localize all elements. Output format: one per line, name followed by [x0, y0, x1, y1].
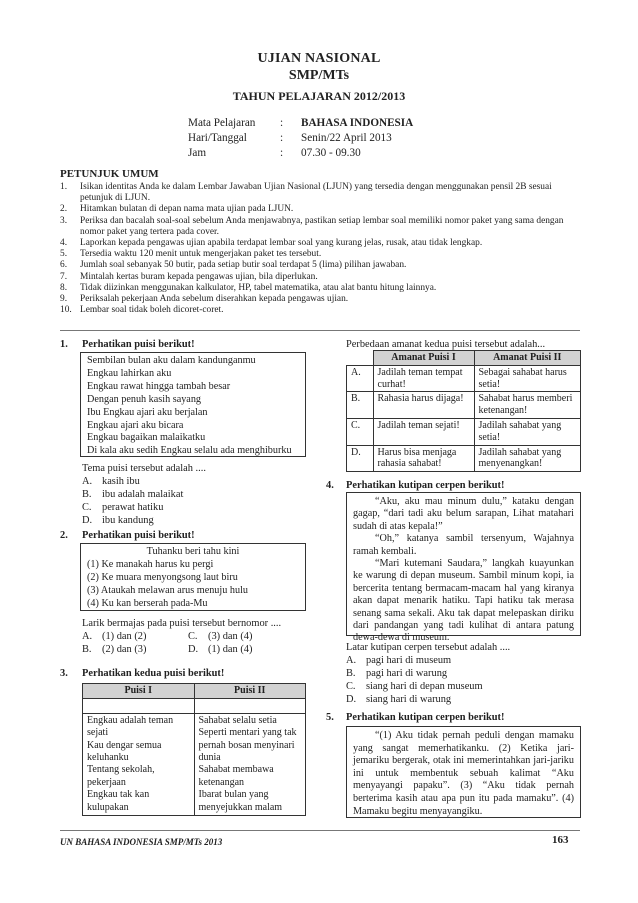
info-label: Mata Pelajaran	[188, 117, 256, 129]
instruction-item: 7. Mintalah kertas buram kepada pengawas ujian, bila diperlukan.	[60, 271, 318, 282]
amanat2-header: Amanat Puisi II	[474, 351, 581, 366]
poem-line: Sembilan bulan aku dalam kandunganmu	[87, 355, 256, 366]
q1-option-b[interactable]: B. ibu adalah malaikat	[82, 489, 184, 500]
instruction-item: 6. Jumlah soal sebanyak 50 butir, pada setiap butir soal terdapat 5 (lima) pilihan jawaban.	[60, 260, 407, 271]
instruction-item: 2. Hitamkan bulatan di depan nama mata ujian pada LJUN.	[60, 204, 294, 215]
exam-year: TAHUN PELAJARAN 2012/2013	[232, 89, 406, 103]
page-number: 163	[552, 834, 569, 846]
q4-option-d[interactable]: D. siang hari di warung	[346, 694, 452, 705]
footer-divider	[60, 830, 580, 831]
q5-prompt: Perhatikan kutipan cerpen berikut!	[346, 712, 505, 723]
section-divider	[60, 330, 580, 331]
q3-option-d[interactable]: D. Harus bisa menjaga rahasia sahabat! Jadilah sahabat yang menyenangkan!	[347, 445, 581, 472]
poem-line: Engkau bagaikan malaikatku	[87, 432, 206, 444]
story-paragraph: “Oh,” katanya sambil tersenyum, Wajahnya ramah kembali.	[353, 533, 574, 557]
q4-option-a[interactable]: A. pagi hari di museum	[346, 655, 452, 666]
spacer-cell	[194, 698, 306, 713]
q1-prompt: Perhatikan puisi berikut!	[82, 339, 195, 350]
poem-line: Engkau rawat hingga tambah besar	[87, 380, 231, 392]
info-value: BAHASA INDONESIA	[301, 117, 414, 129]
info-row-subject	[188, 117, 488, 131]
q2-option-b[interactable]: B. (2) dan (3)	[82, 644, 147, 655]
poem-line: (4) Ku kan berserah pada-Mu	[87, 597, 208, 609]
info-sep: :	[280, 132, 284, 144]
info-row-time	[188, 147, 488, 161]
poem2-body: Sahabat selalu setia Seperti mentari yang tak pernah bosan menyinari dunia Sahabat membawa ketenangan Ibarat bulan yang menyejukkan malam	[194, 713, 306, 815]
footer-label: UN BAHASA INDONESIA SMP/MTs 2013	[60, 837, 223, 847]
instructions-list	[60, 182, 580, 316]
q5-number: 5.	[326, 712, 334, 723]
q1-option-a[interactable]: A. kasih ibu	[82, 476, 140, 487]
q3-option-c[interactable]: C. Jadilah teman sejati! Jadilah sahabat yang setia!	[347, 418, 581, 445]
poem-line: Ibu Engkau ajari aku berjalan	[87, 406, 208, 418]
instruction-item: 9. Periksalah pekerjaan Anda sebelum diserahkan kepada pengawas ujian.	[60, 294, 349, 305]
q4-option-b[interactable]: B. pagi hari di warung	[346, 668, 448, 679]
info-row-date	[188, 132, 488, 146]
q4-option-c[interactable]: C. siang hari di depan museum	[346, 681, 483, 692]
q3-option-b[interactable]: B. Rahasia harus dijaga! Sahabat harus memberi ketenangan!	[347, 392, 581, 419]
info-value: 07.30 - 09.30	[301, 147, 361, 159]
exam-title: UJIAN NASIONAL	[257, 51, 381, 66]
info-label: Jam	[188, 147, 207, 159]
story-paragraph: “Mari kutemani Saudara,” langkah kuayunkan ke warung di depan museum. Sambil minum kopi, ia bercerita tentang bermacam-macam hal yang kiranya akan dapat menarik hatiku. Tapi hatiku tak merasa senang sama sekali. Aku tak dapat melepaskan diriku dari pandangan yang tadi kulihat di antara patung dewa-dewa di museum.	[353, 558, 574, 644]
instructions-title: PETUNJUK UMUM	[60, 168, 159, 180]
q2-option-a[interactable]: A. (1) dan (2)	[82, 631, 147, 642]
q2-option-d[interactable]: D. (1) dan (4)	[188, 644, 253, 655]
info-value: Senin/22 April 2013	[301, 132, 392, 144]
q3-number: 3.	[60, 668, 68, 679]
poem1-body: Engkau adalah teman sejati Kau dengar semua keluhanku Tentang sekolah, pekerjaan Engkau tak kan kulupakan	[83, 713, 195, 815]
story-paragraph: “Aku, aku mau minum dulu,” kataku dengan gagap, “dari tadi aku belum sarapan, Lihat matahari sudah di atas kepala!”	[353, 496, 574, 532]
poem-title: Tuhanku beri tahu kini	[146, 546, 240, 557]
q3-question: Perbedaan amanat kedua puisi tersebut adalah...	[346, 339, 546, 350]
amanat1-header: Amanat Puisi I	[373, 351, 474, 366]
poem-line: (2) Ke muara menyongsong laut biru	[87, 571, 238, 583]
story-paragraph: “(1) Aku tidak pernah peduli dengan mamaku yang sangat memerhatikanku. (2) Ketika jari-jemariku bergerak, otak ini memerintahkan jari-jariku ini untuk membentuk sebuah kalimat “Aku menyayangi papaku”. (3) “Aku tidak pernah berterima kasih atau apa pun itu pada mamaku”. (4) Mamaku begitu menyayangiku.	[353, 730, 574, 817]
q2-option-c[interactable]: C. (3) dan (4)	[188, 631, 253, 642]
q4-story-box	[346, 492, 581, 644]
q1-number: 1.	[60, 339, 68, 350]
q1-option-d[interactable]: D. ibu kandung	[82, 515, 154, 526]
info-label: Hari/Tanggal	[188, 132, 247, 144]
poem2-header: Puisi II	[194, 684, 306, 699]
poem-line: (3) Ataukah melawan arus menuju hulu	[87, 584, 248, 596]
exam-level: SMP/MTs	[288, 68, 350, 83]
poem1-header: Puisi I	[83, 684, 195, 699]
poem-line: Engkau lahirkan aku	[87, 367, 172, 379]
q2-prompt: Perhatikan puisi berikut!	[82, 530, 195, 541]
q1-question: Tema puisi tersebut adalah ....	[82, 463, 206, 474]
q3-prompt: Perhatikan kedua puisi berikut!	[82, 668, 225, 679]
q2-number: 2.	[60, 530, 68, 541]
instruction-item: 4. Laporkan kepada pengawas ujian apabila terdapat lembar soal yang kurang jelas, rusak, atau tidak lengkap.	[60, 238, 483, 249]
poem-line: (1) Ke manakah harus ku pergi	[87, 558, 214, 570]
instruction-item: 3. Periksa dan bacalah soal-soal sebelum Anda menjawabnya, pastikan setiap lembar soal memiliki nomor paket yang sama dengan nomor paket yang tertera pada cover.	[60, 215, 564, 237]
poem-line: Engkau ajari aku bicara	[87, 419, 184, 431]
poem-line: Di kala aku sedih Engkau selalu ada menghiburku	[87, 445, 292, 457]
q1-option-c[interactable]: C. perawat hatiku	[82, 502, 164, 513]
q4-question: Latar kutipan cerpen tersebut adalah ....	[346, 642, 511, 653]
q3-option-a[interactable]: A. Jadilah teman tempat curhat! Sebagai sahabat harus setia!	[347, 365, 581, 392]
q4-prompt: Perhatikan kutipan cerpen berikut!	[346, 480, 505, 491]
q4-number: 4.	[326, 480, 334, 491]
q2-question: Larik bermajas pada puisi tersebut bernomor ....	[82, 618, 282, 629]
q2-poem-box	[80, 543, 306, 611]
instruction-item: 8. Tidak diizinkan menggunakan kalkulator, HP, tabel matematika, atau alat bantu hitung lainnya.	[60, 282, 437, 293]
instruction-item: 10. Lembar soal tidak boleh dicoret-coret.	[60, 305, 224, 316]
spacer-cell	[83, 698, 195, 713]
q5-story-box	[346, 726, 581, 818]
q1-poem-box	[80, 352, 306, 457]
instruction-item: 1. Isikan identitas Anda ke dalam Lembar Jawaban Ujian Nasional (LJUN) yang tersedia dengan menggunakan pensil 2B sesuai petunjuk di LJUN.	[60, 182, 552, 204]
instruction-item: 5. Tersedia waktu 120 menit untuk mengerjakan paket tes tersebut.	[60, 249, 322, 260]
q3-poems-table	[82, 683, 306, 816]
info-sep: :	[280, 117, 284, 129]
info-sep: :	[280, 147, 284, 159]
q3-answer-table	[346, 350, 581, 472]
corner-cell	[347, 351, 374, 366]
poem-line: Dengan penuh kasih sayang	[87, 393, 202, 405]
